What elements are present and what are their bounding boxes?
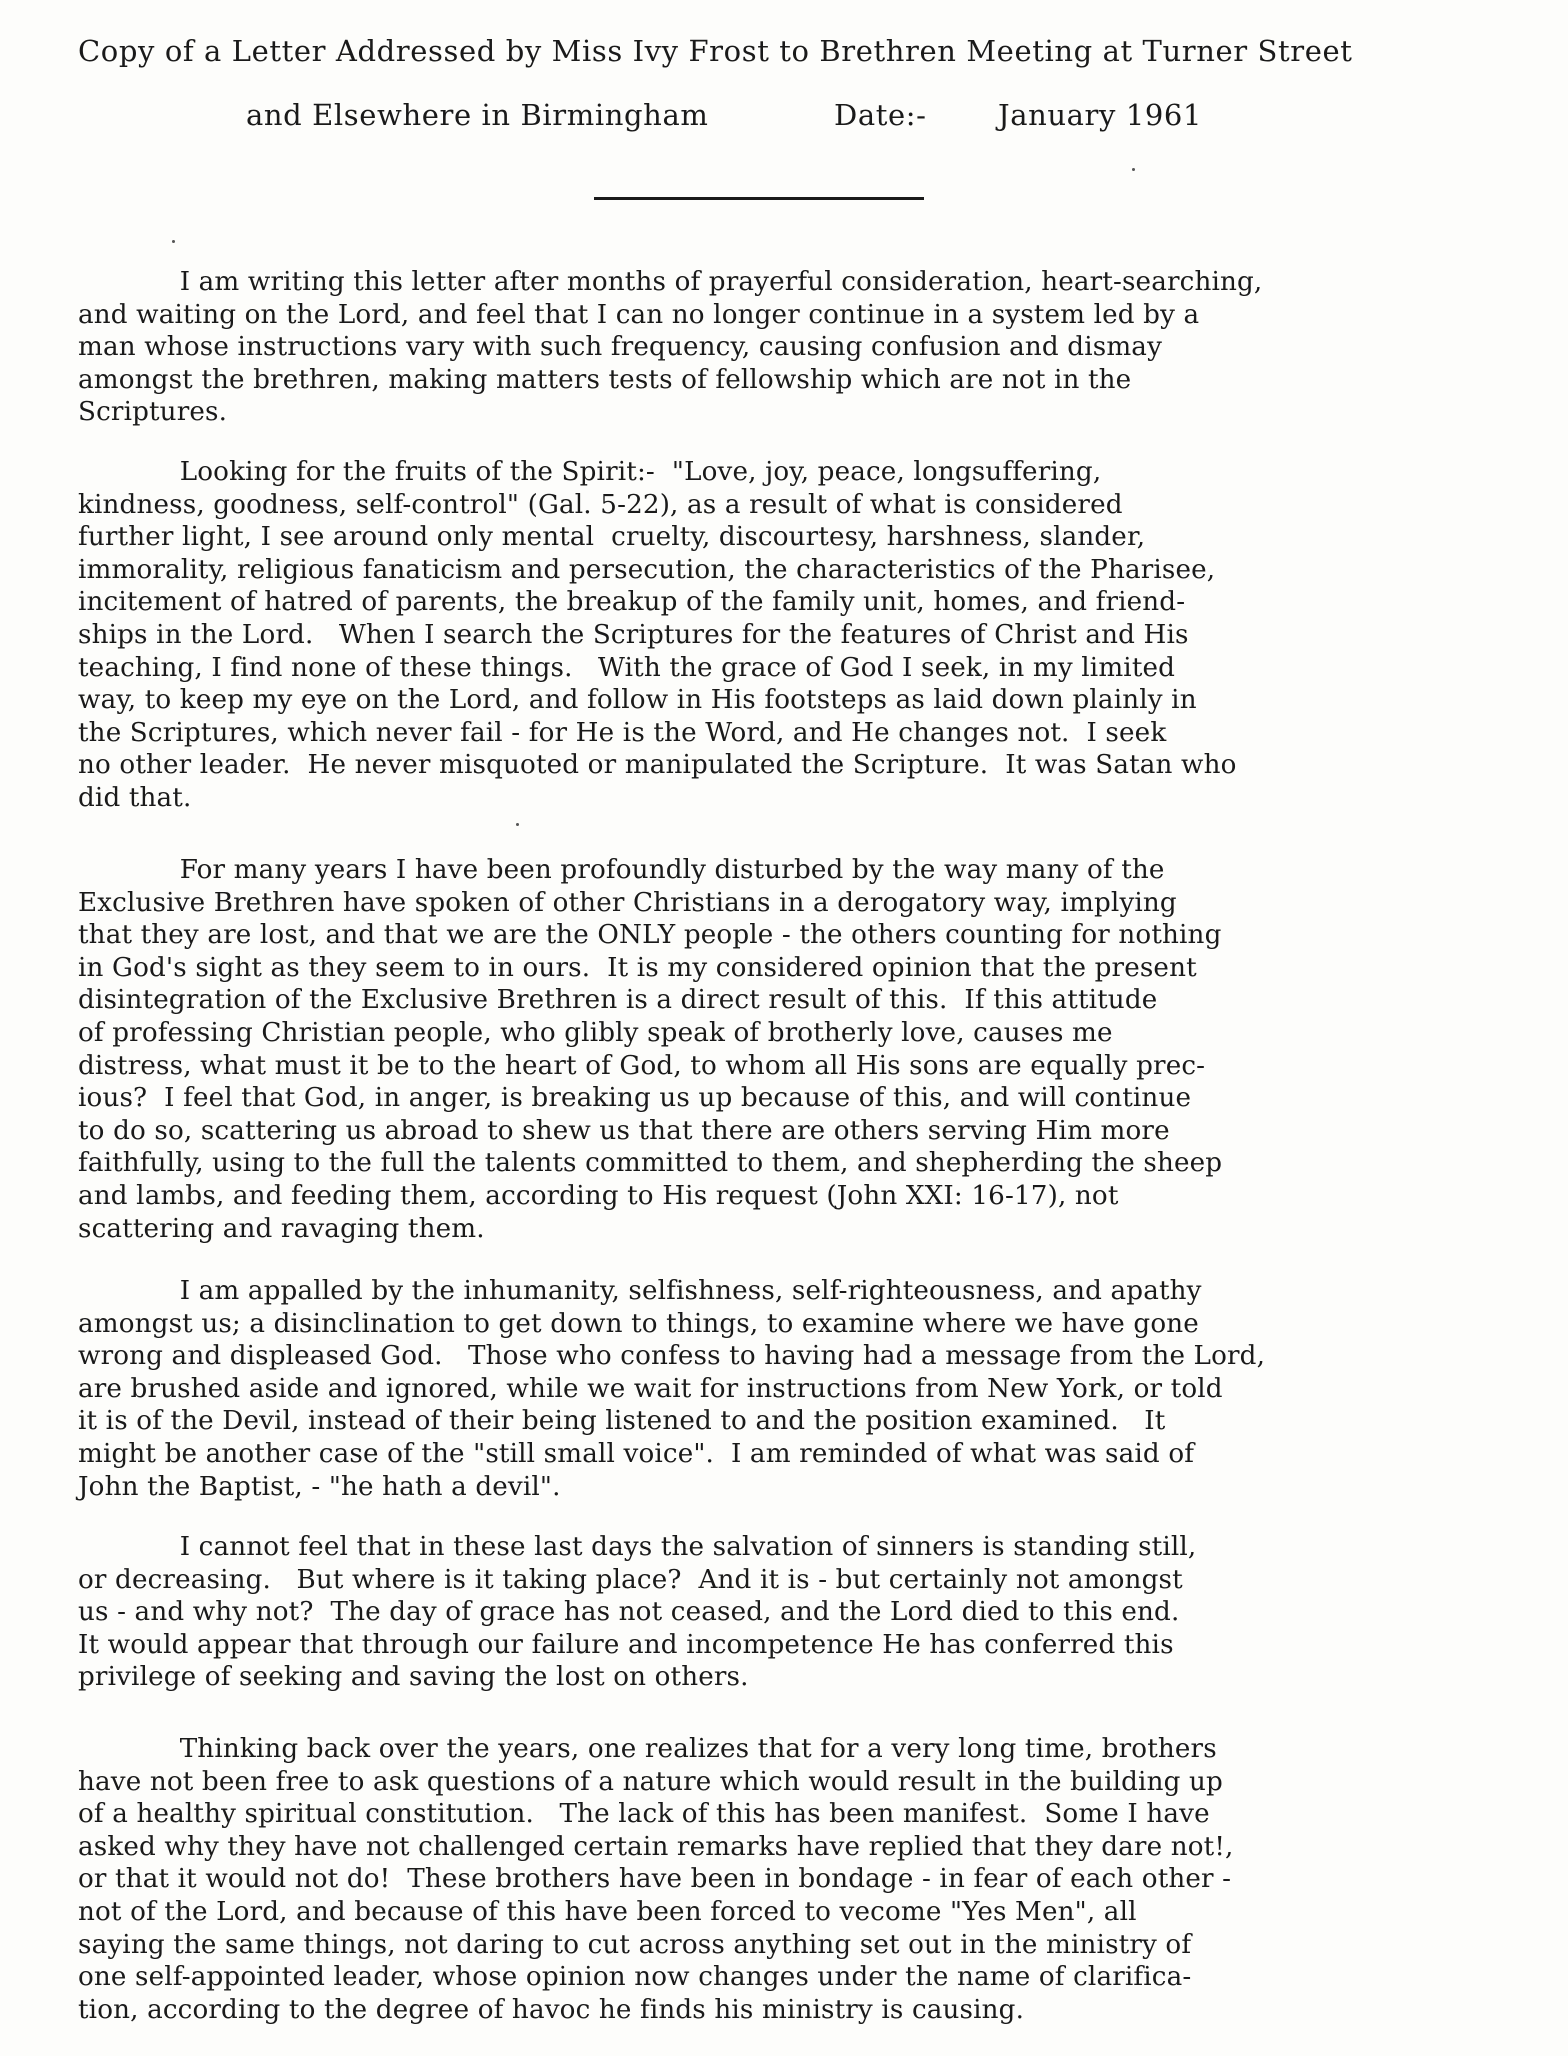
text-line: man whose instructions vary with such frequency, causing confusion and dismay bbox=[78, 332, 1163, 363]
text-line: that they are lost, and that we are the ONLY people - the others counting for nothing bbox=[78, 920, 1222, 951]
date-value: January 1961 bbox=[998, 98, 1203, 132]
text-line: to do so, scattering us abroad to shew us that there are others serving Him more bbox=[78, 1115, 1170, 1146]
text-line: amongst us; a disinclination to get down to things, to examine where we have gone bbox=[78, 1308, 1199, 1339]
paragraph bbox=[78, 1275, 1548, 1503]
paragraph bbox=[78, 456, 1548, 815]
text-line: and lambs, and feeding them, according to His request (John XXI: 16-17), not bbox=[78, 1180, 1119, 1211]
text-line: us - and why not? The day of grace has not ceased, and the Lord died to this end. bbox=[78, 1597, 1180, 1628]
text-line: might be another case of the "still small voice". I am reminded of what was said of bbox=[78, 1438, 1195, 1469]
text-line: in God's sight as they seem to in ours. It is my considered opinion that the present bbox=[78, 952, 1197, 983]
text-line: kindness, goodness, self-control" (Gal. 5-22), as a result of what is considered bbox=[78, 489, 1123, 520]
text-line: wrong and displeased God. Those who confess to having had a message from the Lord, bbox=[78, 1341, 1266, 1372]
text-line: I cannot feel that in these last days the salvation of sinners is standing still, bbox=[78, 1532, 1197, 1562]
paragraph bbox=[78, 854, 1548, 1245]
text-line: Looking for the fruits of the Spirit:- "Love, joy, peace, longsuffering, bbox=[78, 457, 1102, 487]
date-label: Date:- bbox=[834, 98, 927, 132]
scan-speck bbox=[172, 240, 175, 243]
text-line: or that it would not do! These brothers have been in bondage - in fear of each other - bbox=[78, 1864, 1232, 1895]
text-line: I am writing this letter after months of prayerful consideration, heart-searching, bbox=[78, 267, 1263, 297]
paragraph bbox=[78, 1733, 1548, 2026]
scan-speck bbox=[1132, 168, 1135, 171]
text-line: the Scriptures, which never fail - for He is the Word, and He changes not. I seek bbox=[78, 717, 1167, 748]
text-line: did that. bbox=[78, 782, 192, 813]
text-line: of professing Christian people, who glibly speak of brotherly love, causes me bbox=[78, 1017, 1113, 1048]
text-line: privilege of seeking and saving the lost on others. bbox=[78, 1662, 749, 1693]
letter-place: and Elsewhere in Birmingham bbox=[246, 98, 709, 132]
text-line: I am appalled by the inhumanity, selfishness, self-righteousness, and apathy bbox=[78, 1276, 1202, 1306]
text-line: ships in the Lord. When I search the Scriptures for the features of Christ and His bbox=[78, 619, 1189, 650]
text-line: not of the Lord, and because of this have been forced to vecome "Yes Men", all bbox=[78, 1896, 1137, 1927]
letter-title-line-1: Copy of a Letter Addressed by Miss Ivy Frost to Brethren Meeting at Turner Street bbox=[78, 34, 1353, 68]
text-line: amongst the brethren, making matters tests of fellowship which are not in the bbox=[78, 364, 1132, 395]
paragraph bbox=[78, 266, 1548, 429]
text-line: It would appear that through our failure and incompetence He has conferred this bbox=[78, 1629, 1174, 1660]
letter-title-line-2 bbox=[246, 98, 1203, 132]
text-line: way, to keep my eye on the Lord, and follow in His footsteps as laid down plainly in bbox=[78, 685, 1197, 716]
text-line: scattering and ravaging them. bbox=[78, 1213, 485, 1244]
text-line: it is of the Devil, instead of their being listened to and the position examined. It bbox=[78, 1406, 1166, 1437]
text-line: tion, according to the degree of havoc he finds his ministry is causing. bbox=[78, 1994, 1025, 2025]
text-line: Scriptures. bbox=[78, 397, 228, 428]
text-line: no other leader. He never misquoted or manipulated the Scripture. It was Satan who bbox=[78, 750, 1237, 781]
text-line: incitement of hatred of parents, the breakup of the family unit, homes, and friend- bbox=[78, 587, 1186, 618]
text-line: immorality, religious fanaticism and persecution, the characteristics of the Pharisee, bbox=[78, 554, 1216, 585]
text-line: have not been free to ask questions of a nature which would result in the building up bbox=[78, 1766, 1223, 1797]
scan-speck bbox=[516, 823, 519, 826]
text-line: are brushed aside and ignored, while we wait for instructions from New York, or told bbox=[78, 1373, 1223, 1404]
text-line: asked why they have not challenged certain remarks have replied that they dare not!, bbox=[78, 1831, 1234, 1862]
text-line: ious? I feel that God, in anger, is breaking us up because of this, and will continue bbox=[78, 1083, 1192, 1114]
paragraph bbox=[78, 1531, 1548, 1694]
text-line: disintegration of the Exclusive Brethren is a direct result of this. If this attitude bbox=[78, 985, 1158, 1016]
text-line: distress, what must it be to the heart of God, to whom all His sons are equally prec- bbox=[78, 1050, 1206, 1081]
text-line: one self-appointed leader, whose opinion now changes under the name of clarifica- bbox=[78, 1962, 1192, 1993]
text-line: or decreasing. But where is it taking place? And it is - but certainly not amongst bbox=[78, 1564, 1183, 1595]
text-line: of a healthy spiritual constitution. The lack of this has been manifest. Some I have bbox=[78, 1799, 1210, 1830]
text-line: Thinking back over the years, one realizes that for a very long time, brothers bbox=[78, 1734, 1217, 1764]
header-divider bbox=[594, 197, 924, 200]
text-line: further light, I see around only mental cruelty, discourtesy, harshness, slander, bbox=[78, 522, 1146, 553]
text-line: and waiting on the Lord, and feel that I can no longer continue in a system led by a bbox=[78, 299, 1200, 330]
text-line: saying the same things, not daring to cut across anything set out in the ministry of bbox=[78, 1929, 1192, 1960]
text-line: For many years I have been profoundly disturbed by the way many of the bbox=[78, 855, 1165, 885]
text-line: faithfully, using to the full the talents committed to them, and shepherding the sheep bbox=[78, 1148, 1223, 1179]
text-line: teaching, I find none of these things. With the grace of God I seek, in my limited bbox=[78, 652, 1176, 683]
text-line: John the Baptist, - "he hath a devil". bbox=[78, 1471, 561, 1502]
text-line: Exclusive Brethren have spoken of other Christians in a derogatory way, implying bbox=[78, 887, 1177, 918]
